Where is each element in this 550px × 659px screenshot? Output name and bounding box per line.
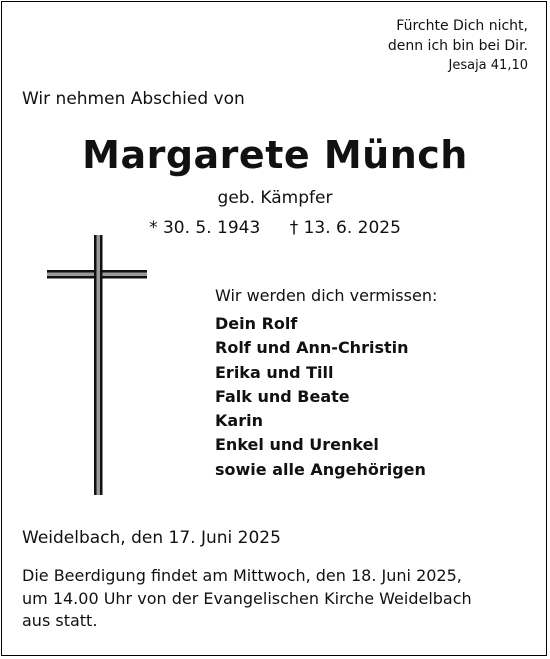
birth-date: * 30. 5. 1943 <box>149 218 261 238</box>
intro-text: Wir nehmen Abschied von <box>22 89 245 109</box>
funeral-details <box>22 565 537 633</box>
mourner-name: Rolf und Ann-Christin <box>215 338 409 358</box>
quote-line-2: denn ich bin bei Dir. <box>387 38 528 54</box>
quote-reference: Jesaja 41,10 <box>448 58 528 73</box>
quote-line-1: Fürchte Dich nicht, <box>396 18 528 34</box>
mourner-name: sowie alle Angehörigen <box>215 459 426 479</box>
place-and-date: Weidelbach, den 17. Juni 2025 <box>22 528 281 548</box>
mourner-name: Dein Rolf <box>215 314 298 333</box>
mourners-heading: Wir werden dich vermissen: <box>215 286 438 305</box>
mourner-name: Erika und Till <box>215 362 334 382</box>
deceased-name: Margarete Münch <box>82 133 468 177</box>
mourner-name: Falk und Beate <box>215 386 350 406</box>
death-date: † 13. 6. 2025 <box>289 218 401 238</box>
funeral-line: Die Beerdigung findet am Mittwoch, den 18. Juni 2025, <box>22 566 462 585</box>
bible-quote <box>388 16 528 75</box>
cross-icon <box>47 235 147 495</box>
funeral-line: aus statt. <box>22 611 98 630</box>
mourner-name: Karin <box>215 411 263 431</box>
funeral-line: um 14.00 Uhr von der Evangelischen Kirche Weidelbach <box>22 588 472 608</box>
mourner-name: Enkel und Urenkel <box>215 435 379 455</box>
mourners-list <box>215 312 426 482</box>
birth-name: geb. Kämpfer <box>217 188 333 208</box>
